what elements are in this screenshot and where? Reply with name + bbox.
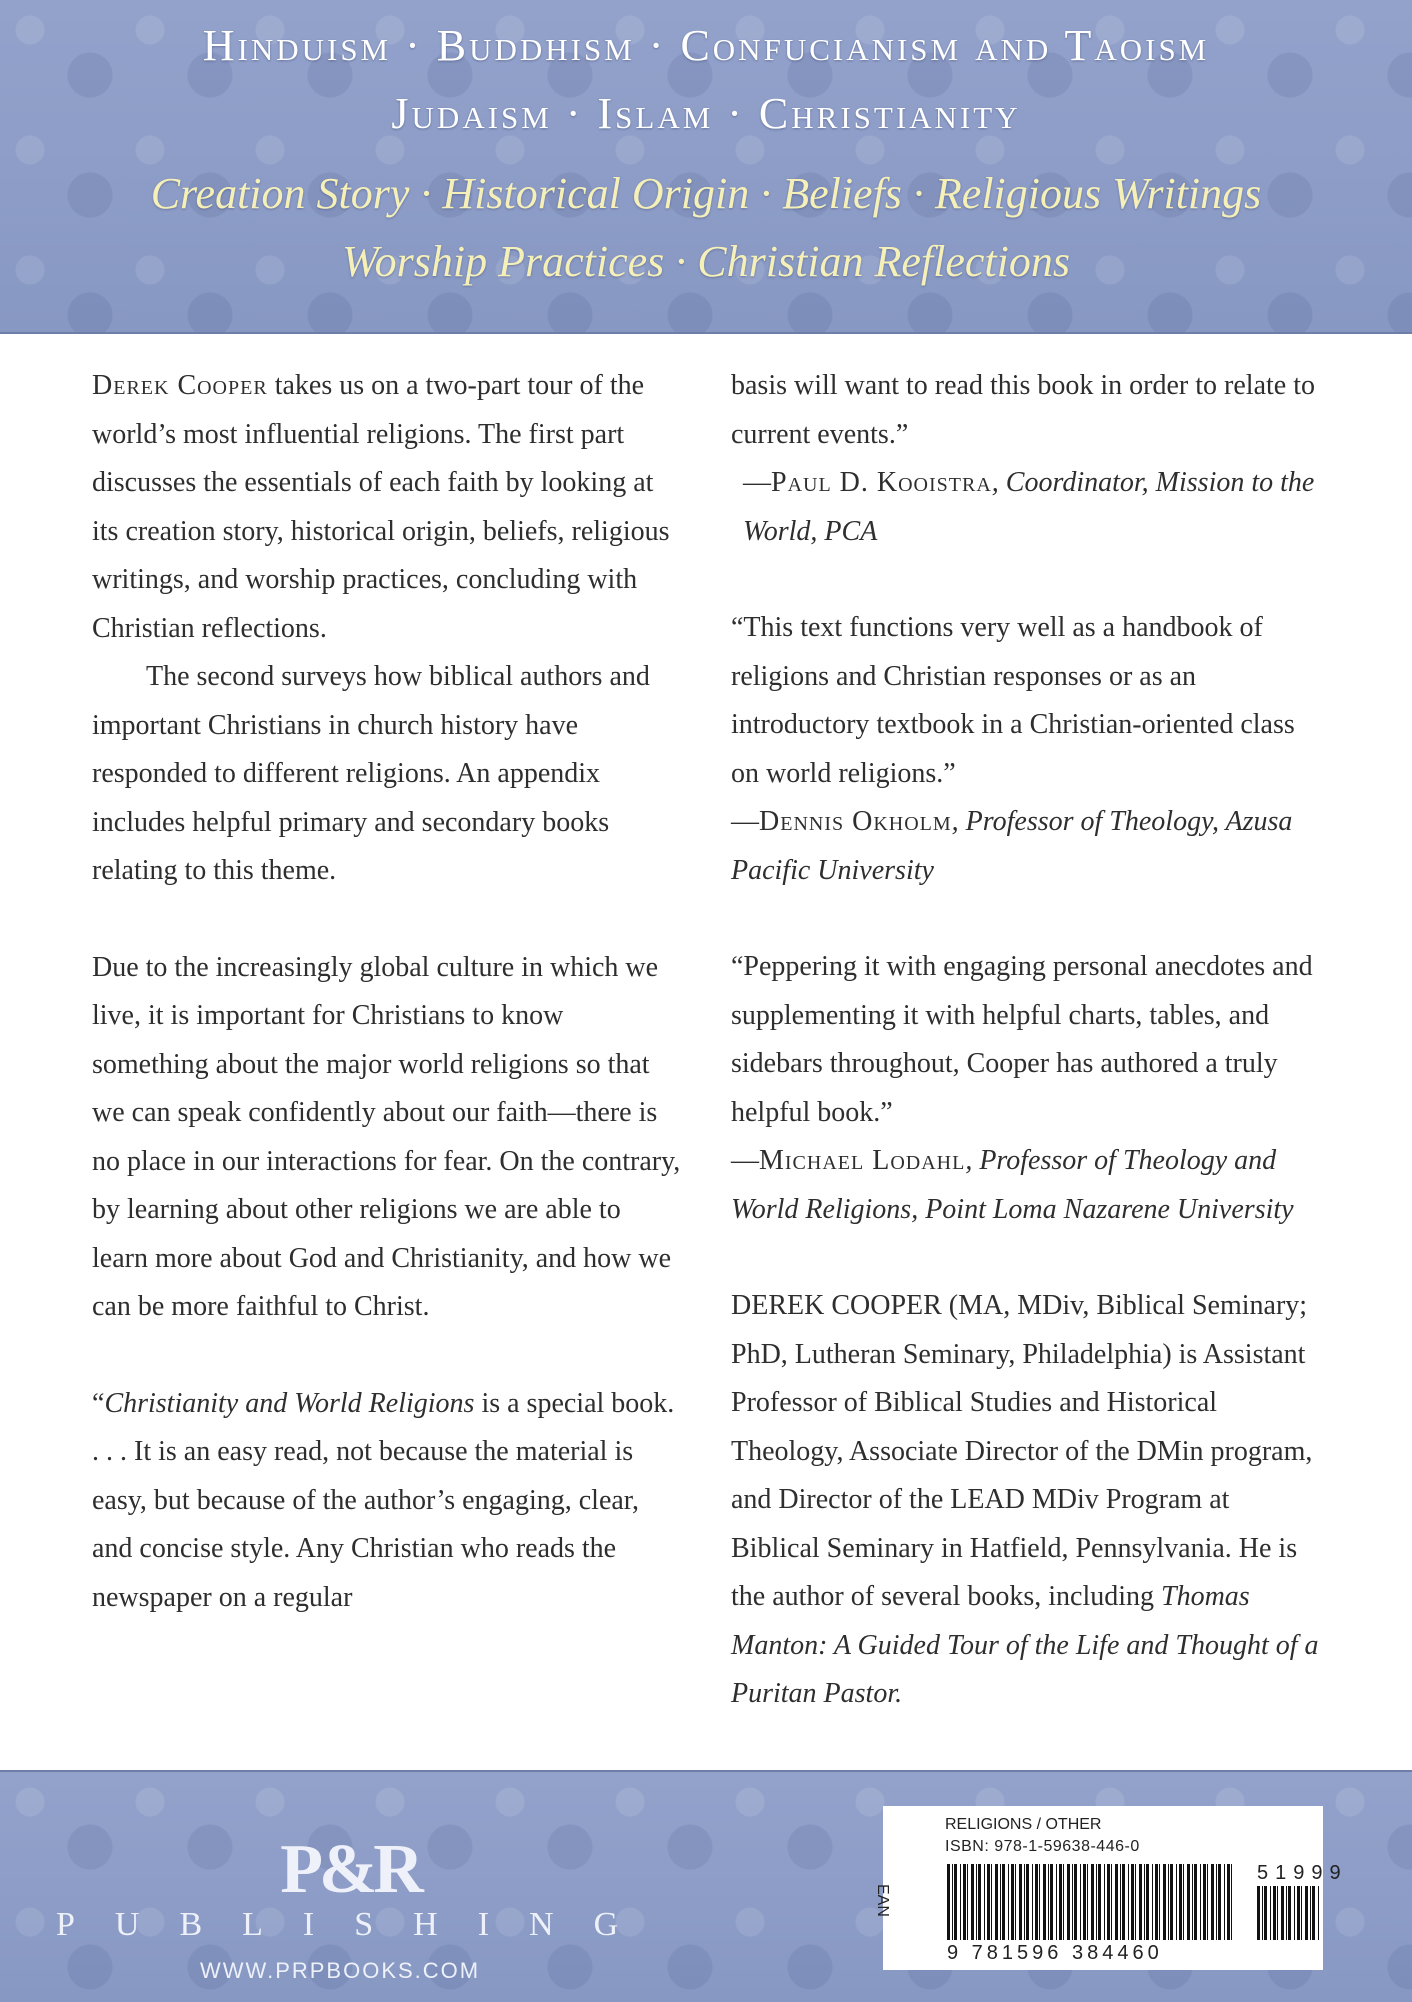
- endorsement-1-attribution: —Paul D. Kooistra, Coordinator, Mission to the World, PCA: [743, 467, 1315, 547]
- barcode-category: RELIGIONS / OTHER: [945, 1816, 1102, 1833]
- barcode-price-code: 51999: [1257, 1862, 1348, 1884]
- book-title: Christianity and World Religions: [104, 1387, 475, 1419]
- left-column: [92, 362, 682, 1622]
- religions-line-2: Judaism · Islam · Christianity: [391, 89, 1021, 138]
- right-column: [731, 362, 1321, 1719]
- endorsement-1-start: “Christianity and World Religions is a special book. . . . It is an easy read, not because the material is easy, but because of the author’s engaging, clear, and concise style. Any Christian who reads the newspaper on a regular: [92, 1387, 675, 1613]
- publisher-url: WWW.PRPBOOKS.COM: [200, 1958, 481, 1983]
- religions-line-1: Hinduism · Buddhism · Confucianism and Taoism: [202, 21, 1210, 70]
- topics-line-1: Creation Story · Historical Origin · Beliefs · Religious Writings: [150, 169, 1262, 218]
- barcode-digits: 9 781596 384460: [947, 1942, 1163, 1964]
- endorsement-3-attribution: —Michael Lodahl, Professor of Theology and World Religions, Point Loma Nazarene University: [731, 1145, 1294, 1225]
- publisher-wordmark: PUBLISHING: [56, 1906, 659, 1943]
- barcode-price-bars: [1257, 1886, 1321, 1940]
- endorser-3-name: Michael Lodahl: [759, 1145, 966, 1176]
- author-bio: DEREK COOPER (MA, MDiv, Biblical Seminary; PhD, Lutheran Seminary, Philadelphia) is Assistant Professor of Biblical Studies and Historical Theology, Associate Director of the DMin program, and Director of the LEAD MDiv Program at Biblical Seminary in Hatfield, Pennsylvania. He is the author of several books, including Thomas Manton: A Guided Tour of the Life and Thought of a Puritan Pastor.: [731, 1290, 1319, 1709]
- topics-line-2: Worship Practices · Christian Reflections: [342, 237, 1070, 286]
- endorser-2-role: , Professor of Theology, Azusa Pacific University: [731, 806, 1293, 886]
- endorsement-1-end: basis will want to read this book in order to relate to current events.”: [731, 370, 1315, 450]
- barcode-main-bars: [947, 1864, 1237, 1940]
- description-text-1: takes us on a two-part tour of the world’s most influential religions. The first part discusses the essentials of each faith by looking at its creation story, historical origin, beliefs, religious writings, and worship practices, concluding with Christian reflections.: [92, 370, 670, 644]
- description-paragraph-3: Due to the increasingly global culture in which we live, it is important for Christians to know something about the major world religions so that we can speak confidently about our faith—there is no place in our interactions for fear. On the contrary, by learning about other religions we are able to learn more about God and Christianity, and how we can be more faithful to Christ.: [92, 951, 681, 1322]
- top-banner: [0, 0, 1412, 334]
- description-paragraph-2: The second surveys how biblical authors and important Christians in church history have responded to different religions. An appendix includes helpful primary and secondary books relating to this theme.: [92, 661, 650, 886]
- bio-name: DEREK COOPER: [731, 1290, 942, 1321]
- endorsement-2: “This text functions very well as a handbook of religions and Christian responses or as an introductory textbook in a Christian-oriented class on world religions.”: [731, 612, 1295, 789]
- author-name: Derek Cooper: [92, 370, 268, 401]
- bio-book-title: Thomas Manton: A Guided Tour of the Life and Thought of a Puritan Pastor.: [731, 1581, 1319, 1709]
- barcode-isbn: ISBN: 978-1-59638-446-0: [945, 1838, 1140, 1855]
- description-paragraph-1: [92, 362, 682, 653]
- endorser-1-role: , Coordinator, Mission to the World, PCA: [743, 467, 1315, 547]
- endorsement-2-attribution: —Dennis Okholm, Professor of Theology, Azusa Pacific University: [731, 806, 1293, 886]
- endorsement-3: “Peppering it with engaging personal anecdotes and supplementing it with helpful charts, tables, and sidebars throughout, Cooper has authored a truly helpful book.”: [731, 951, 1313, 1128]
- barcode-ean-label: EAN: [874, 1884, 891, 1917]
- endorser-3-role: , Professor of Theology and World Religions, Point Loma Nazarene University: [731, 1145, 1294, 1225]
- endorser-2-name: Dennis Okholm: [759, 806, 952, 837]
- endorser-1-name: Paul D. Kooistra: [771, 467, 992, 498]
- barcode-label: [874, 1806, 1348, 1970]
- publisher-mark: P&R: [280, 1831, 420, 1908]
